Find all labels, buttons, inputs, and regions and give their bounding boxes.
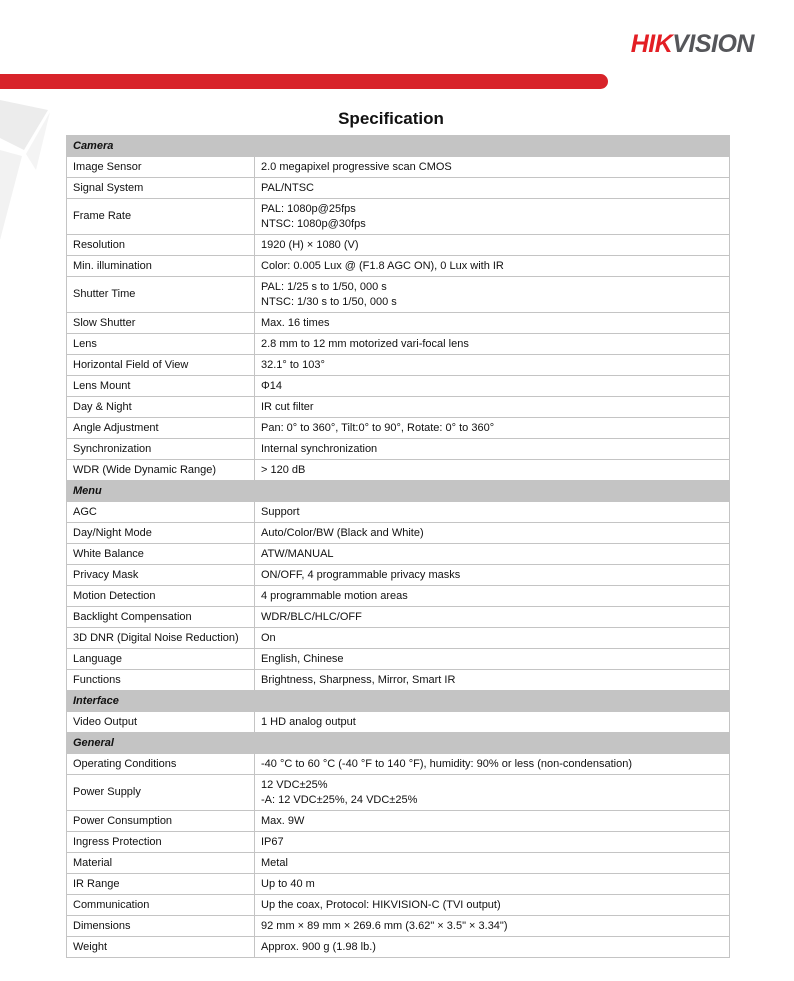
spec-value-line: ON/OFF, 4 programmable privacy masks [261,568,461,581]
spec-value [255,277,730,313]
spec-label: Video Output [67,712,255,733]
spec-value [255,313,730,334]
spec-value-line: English, Chinese [261,652,344,665]
spec-value [255,397,730,418]
spec-label: WDR (Wide Dynamic Range) [67,460,255,481]
spec-row [67,277,730,313]
spec-value-line: Pan: 0° to 360°, Tilt:0° to 90°, Rotate: 0° to 360° [261,421,495,434]
spec-value-line: Max. 9W [261,814,305,827]
spec-row [67,895,730,916]
spec-row [67,178,730,199]
spec-row [67,754,730,775]
section-header [67,733,730,754]
spec-value [255,895,730,916]
spec-label: Slow Shutter [67,313,255,334]
spec-value-line: IR cut filter [261,400,314,413]
spec-label: Synchronization [67,439,255,460]
spec-value [255,439,730,460]
section-header [67,136,730,157]
spec-value [255,874,730,895]
spec-value-line: PAL: 1/25 s to 1/50, 000 s [261,280,387,293]
spec-value-line: Internal synchronization [261,442,378,455]
spec-value-line: PAL/NTSC [261,181,314,194]
spec-value [255,712,730,733]
spec-label: Motion Detection [67,586,255,607]
spec-value [255,670,730,691]
spec-row [67,565,730,586]
spec-label: Lens [67,334,255,355]
spec-label: Angle Adjustment [67,418,255,439]
spec-row [67,775,730,811]
spec-row [67,313,730,334]
spec-label: Resolution [67,235,255,256]
section-header [67,691,730,712]
spec-label: Material [67,853,255,874]
spec-label: Day & Night [67,397,255,418]
spec-table-body [67,136,730,958]
spec-value [255,460,730,481]
section-header-label: Menu [67,481,730,502]
spec-value [255,256,730,277]
spec-label: Operating Conditions [67,754,255,775]
spec-value-line: 12 VDC±25% [261,778,328,791]
spec-value-line: Up the coax, Protocol: HIKVISION-C (TVI output) [261,898,501,911]
spec-value-line: -40 °C to 60 °C (-40 °F to 140 °F), humidity: 90% or less (non-condensation) [261,757,632,770]
spec-label: Power Supply [67,775,255,811]
spec-label: Lens Mount [67,376,255,397]
spec-row [67,523,730,544]
spec-row [67,157,730,178]
spec-label: Dimensions [67,916,255,937]
brand-logo [631,30,754,59]
spec-table [66,135,730,958]
spec-label: Language [67,649,255,670]
spec-row [67,334,730,355]
spec-row [67,502,730,523]
spec-row [67,355,730,376]
spec-value-line: -A: 12 VDC±25%, 24 VDC±25% [261,793,418,806]
spec-row [67,628,730,649]
spec-value [255,157,730,178]
spec-value [255,235,730,256]
spec-value-line: Brightness, Sharpness, Mirror, Smart IR [261,673,456,686]
spec-value [255,937,730,958]
spec-value [255,418,730,439]
brand-logo-part2: VISION [672,30,754,58]
spec-label: Backlight Compensation [67,607,255,628]
spec-row [67,235,730,256]
spec-value [255,628,730,649]
page-title: Specification [338,109,444,128]
spec-label: Communication [67,895,255,916]
spec-label: Privacy Mask [67,565,255,586]
spec-value-line: Φ14 [261,379,283,392]
spec-label: Signal System [67,178,255,199]
spec-value-line: WDR/BLC/HLC/OFF [261,610,362,623]
section-header-label: Interface [67,691,730,712]
spec-row [67,649,730,670]
spec-value [255,334,730,355]
spec-value [255,853,730,874]
section-header [67,481,730,502]
spec-label: Image Sensor [67,157,255,178]
spec-row [67,418,730,439]
spec-value-line: PAL: 1080p@25fps [261,202,356,215]
spec-row [67,544,730,565]
spec-label: Horizontal Field of View [67,355,255,376]
spec-label: Power Consumption [67,811,255,832]
header-red-bar [0,74,608,89]
spec-label: Weight [67,937,255,958]
spec-value-line: NTSC: 1080p@30fps [261,217,366,230]
spec-value [255,607,730,628]
spec-row [67,439,730,460]
spec-value [255,916,730,937]
spec-row [67,199,730,235]
spec-value [255,199,730,235]
spec-value [255,565,730,586]
spec-value-line: Metal [261,856,288,869]
spec-label: Shutter Time [67,277,255,313]
spec-value-line: 2.8 mm to 12 mm motorized vari-focal lens [261,337,469,350]
spec-value-line: Up to 40 m [261,877,315,890]
spec-value [255,178,730,199]
section-header-label: General [67,733,730,754]
spec-row [67,397,730,418]
spec-row [67,670,730,691]
spec-value-line: 92 mm × 89 mm × 269.6 mm (3.62" × 3.5" × 3.34") [261,919,508,932]
spec-value [255,544,730,565]
spec-row [67,586,730,607]
brand-logo-part1: HIK [630,30,673,58]
spec-label: Frame Rate [67,199,255,235]
spec-value-line: Support [261,505,300,518]
spec-value [255,355,730,376]
spec-value [255,376,730,397]
spec-label: 3D DNR (Digital Noise Reduction) [67,628,255,649]
spec-value-line: Max. 16 times [261,316,330,329]
spec-label: Functions [67,670,255,691]
spec-row [67,811,730,832]
spec-value-line: NTSC: 1/30 s to 1/50, 000 s [261,295,397,308]
spec-row [67,460,730,481]
spec-value-line: 32.1° to 103° [261,358,325,371]
spec-label: Min. illumination [67,256,255,277]
spec-row [67,712,730,733]
spec-value-line: > 120 dB [261,463,306,476]
spec-row [67,256,730,277]
spec-label: White Balance [67,544,255,565]
spec-row [67,607,730,628]
spec-value-line: 4 programmable motion areas [261,589,408,602]
spec-row [67,916,730,937]
spec-value-line: 2.0 megapixel progressive scan CMOS [261,160,452,173]
spec-value-line: Approx. 900 g (1.98 lb.) [261,940,376,953]
spec-value [255,586,730,607]
spec-value-line: 1 HD analog output [261,715,356,728]
spec-label: Ingress Protection [67,832,255,853]
spec-row [67,874,730,895]
spec-row [67,832,730,853]
spec-row [67,376,730,397]
spec-label: Day/Night Mode [67,523,255,544]
spec-label: IR Range [67,874,255,895]
spec-value [255,523,730,544]
spec-label: AGC [67,502,255,523]
spec-value [255,832,730,853]
spec-value [255,775,730,811]
spec-value-line: IP67 [261,835,284,848]
spec-value [255,754,730,775]
spec-value [255,649,730,670]
spec-value-line: On [261,631,276,644]
spec-value [255,811,730,832]
spec-value [255,502,730,523]
spec-value-line: Color: 0.005 Lux @ (F1.8 AGC ON), 0 Lux with IR [261,259,504,272]
spec-value-line: Auto/Color/BW (Black and White) [261,526,424,539]
spec-value-line: ATW/MANUAL [261,547,334,560]
spec-value-line: 1920 (H) × 1080 (V) [261,238,359,251]
spec-row [67,853,730,874]
section-header-label: Camera [67,136,730,157]
spec-row [67,937,730,958]
